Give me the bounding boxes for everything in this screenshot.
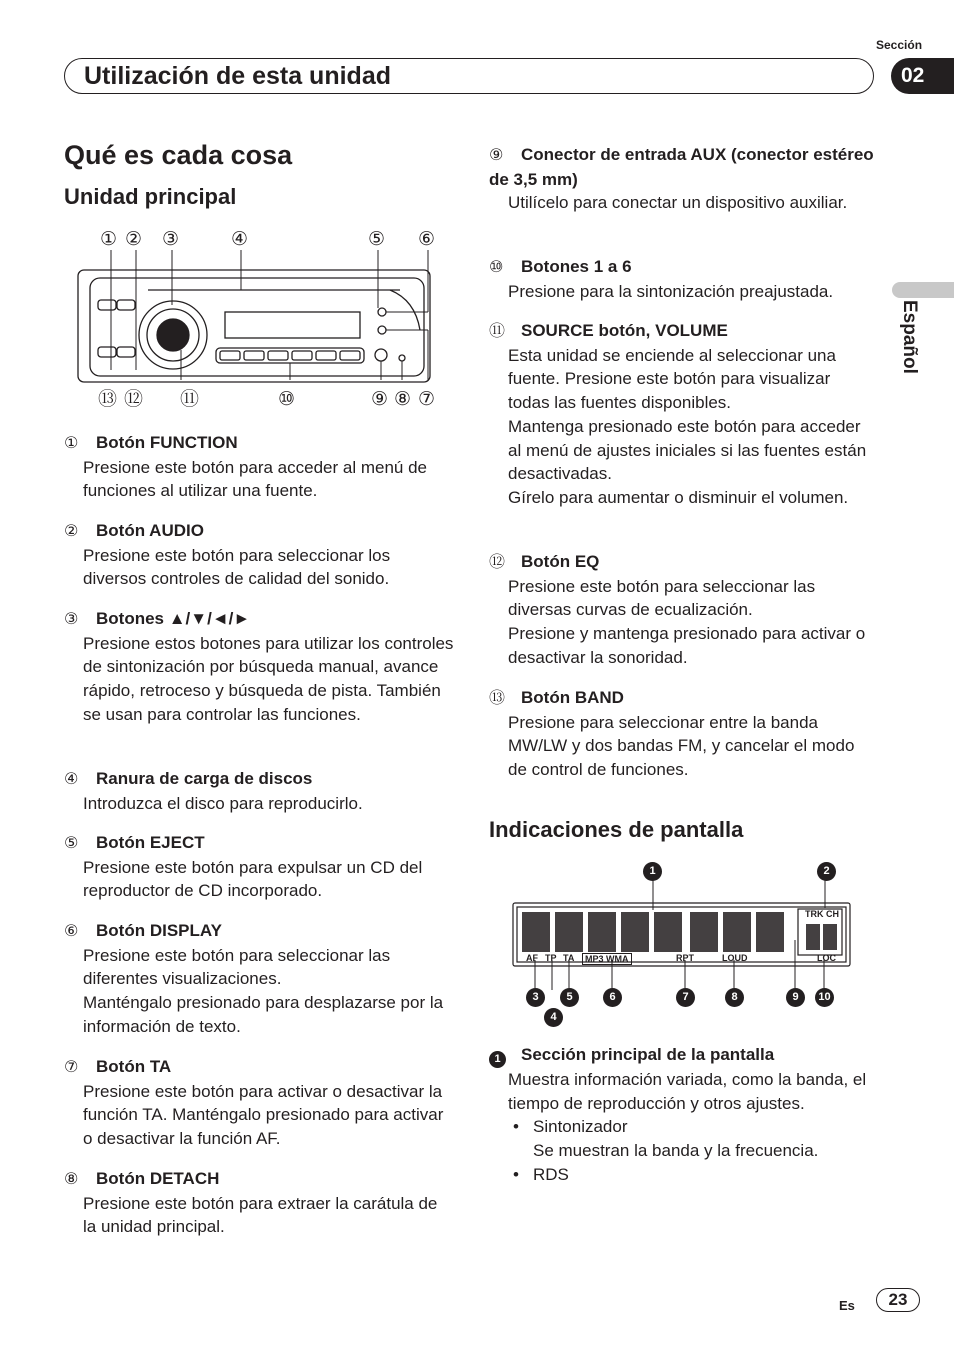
section-number-badge: 02 bbox=[891, 58, 954, 94]
display-label-af: AF bbox=[526, 953, 538, 963]
item-band-button: ⑬ Botón BAND Presione para seleccionar entre la banda MW/LW y dos bandas FM, y cancelar el modo de control de funciones. bbox=[489, 688, 855, 780]
item-disc-slot: ④ Ranura de carga de discos Introduzca el disco para reproducirlo. bbox=[64, 769, 363, 813]
bullet-rds: • RDS bbox=[513, 1164, 569, 1184]
display-label-loud: LOUD bbox=[722, 953, 748, 963]
head-unit-illustration bbox=[70, 250, 450, 390]
display-label-ta: TA bbox=[563, 953, 575, 963]
item-eq-button: ⑫ Botón EQ Presione este botón para seleccionar las diversas curvas de ecualización. Presione y mantenga presionado para activar o desactivar la sonoridad. bbox=[489, 552, 866, 667]
display-callout-7: 7 bbox=[676, 988, 695, 1007]
display-callout-5: 5 bbox=[560, 988, 579, 1007]
item-audio-button: ② Botón AUDIO Presione este botón para seleccionar los diversos controles de calidad del sonido. bbox=[64, 521, 391, 589]
item-function-button: ① Botón FUNCTION Presione este botón para acceder al menú de funciones al utilizar una fuente. bbox=[64, 433, 428, 501]
item-eject-button: ⑤ Botón EJECT Presione este botón para expulsar un CD del reproductor de CD incorporado. bbox=[64, 833, 423, 901]
item-source-volume: ⑪ SOURCE botón, VOLUME Esta unidad se enciende al seleccionar una fuente. Presione este botón para visualizar todas las fuentes disponibles. Mantenga presionado este botón para acceder al menú de ajustes iniciales si las fuentes están desactivadas. Gírelo para aumentar o disminuir el volumen. bbox=[489, 321, 867, 507]
page-number: 23 bbox=[876, 1288, 920, 1312]
language-tab-marker bbox=[892, 282, 954, 298]
unit-callout-13: ⑬ bbox=[98, 389, 118, 410]
lcd-display-illustration bbox=[510, 880, 855, 990]
unit-callout-1: ① bbox=[100, 229, 118, 250]
unit-callout-11: ⑪ bbox=[180, 389, 200, 410]
unit-callout-9: ⑨ bbox=[371, 389, 389, 410]
display-callout-9: 9 bbox=[786, 988, 805, 1007]
unit-callout-4: ④ bbox=[231, 229, 249, 250]
unit-callout-3: ③ bbox=[162, 229, 180, 250]
unit-callout-7: ⑦ bbox=[418, 389, 436, 410]
display-label-rpt: RPT bbox=[676, 953, 694, 963]
display-callout-4: 4 bbox=[544, 1008, 563, 1027]
display-callout-6: 6 bbox=[603, 988, 622, 1007]
unit-callout-5: ⑤ bbox=[368, 229, 386, 250]
subtitle-unit: Unidad principal bbox=[64, 184, 237, 209]
section-label: Sección bbox=[876, 38, 923, 52]
language-tab-label: Español bbox=[899, 300, 920, 374]
item-ta-button: ⑦ Botón TA Presione este botón para activar o desactivar la función TA. Manténgalo presionado para activar o desactivar la función AF. bbox=[64, 1057, 444, 1149]
display-callout-1: 1 bbox=[643, 862, 662, 881]
item-detach-button: ⑧ Botón DETACH Presione este botón para extraer la carátula de la unidad principal. bbox=[64, 1169, 438, 1237]
display-callout-8: 8 bbox=[725, 988, 744, 1007]
display-label-loc: LOC bbox=[817, 953, 836, 963]
page-title: Qué es cada cosa bbox=[64, 140, 293, 170]
display-callout-3: 3 bbox=[526, 988, 545, 1007]
item-preset-buttons: ⑩ Botones 1 a 6 Presione para la sintonización preajustada. bbox=[489, 257, 834, 301]
display-callout-10: 10 bbox=[815, 988, 834, 1007]
unit-callout-12: ⑫ bbox=[124, 389, 144, 410]
display-callout-2: 2 bbox=[817, 862, 836, 881]
display-label-trkch: TRK CH bbox=[805, 909, 839, 919]
footer-language: Es bbox=[839, 1298, 855, 1313]
unit-callout-6: ⑥ bbox=[418, 229, 436, 250]
item-aux-input: ⑨ Conector de entrada AUX (conector estéreo de 3,5 mm) Utilícelo para conectar un dispositivo auxiliar. bbox=[489, 145, 874, 213]
item-main-display-section: 1 Sección principal de la pantalla Muestra información variada, como la banda, el tiempo de reproducción y otros ajustes. • Sintonizador Se muestran la banda y la frecuencia. • RDS bbox=[489, 1043, 874, 1187]
bullet-tuner: • Sintonizador Se muestran la banda y la frecuencia. bbox=[513, 1117, 819, 1161]
display-label-mp3wma: MP3 WMA bbox=[582, 953, 632, 965]
item-arrow-buttons: ③ Botones ▲/▼/◄/► Presione estos botones para utilizar los controles de sintonización por búsqueda manual, avance rápido, retroceso y búsqueda de pista. También se usan para controlar las funciones. bbox=[64, 609, 454, 724]
unit-callout-10: ⑩ bbox=[278, 389, 296, 410]
subtitle-display: Indicaciones de pantalla bbox=[489, 817, 744, 842]
unit-callout-8: ⑧ bbox=[394, 389, 412, 410]
item-display-button: ⑥ Botón DISPLAY Presione este botón para seleccionar las diferentes visualizaciones. Manténgalo presionado para desplazarse por la información de texto. bbox=[64, 921, 444, 1036]
page-header-title: Utilización de esta unidad bbox=[84, 62, 391, 90]
display-label-tp: TP bbox=[545, 953, 557, 963]
unit-callout-2: ② bbox=[125, 229, 143, 250]
